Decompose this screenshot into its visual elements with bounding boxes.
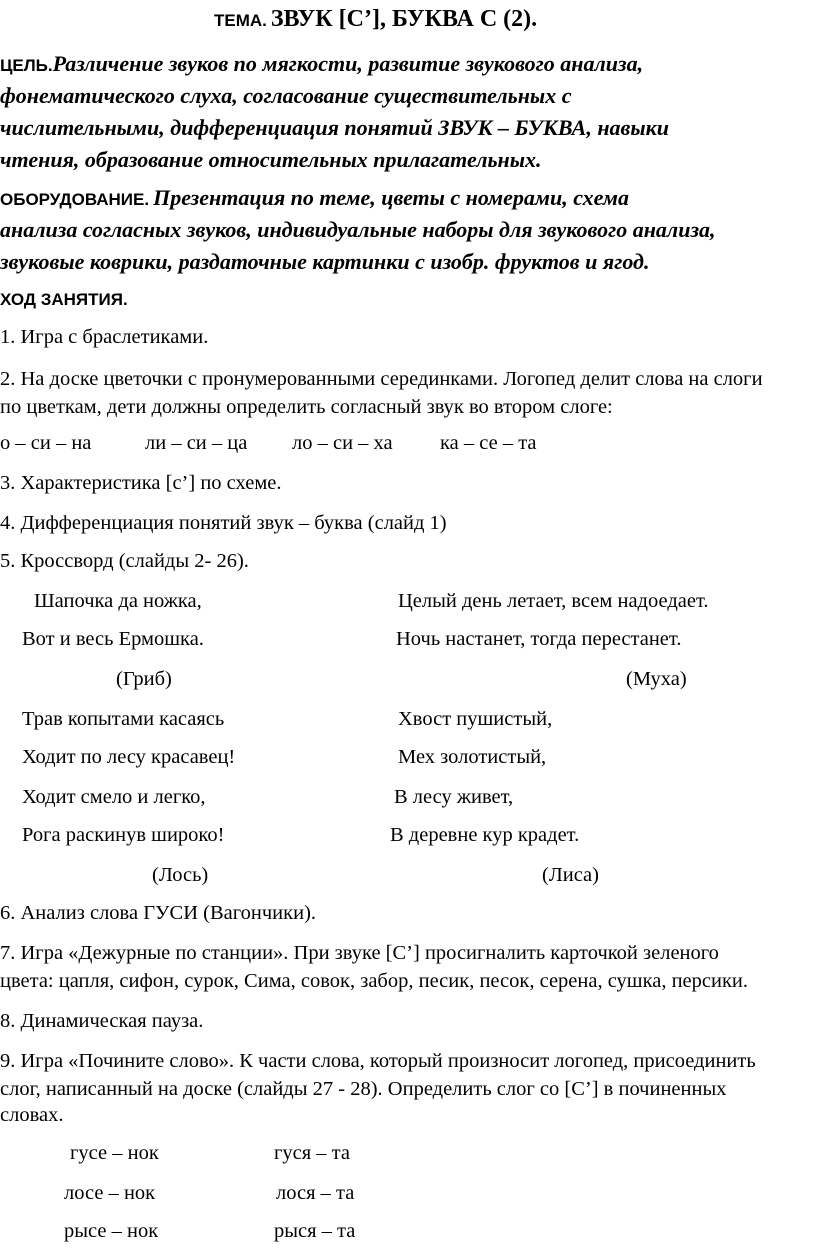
step-2-line-1: 2. На доске цветочки с пронумерованными серединками. Логопед делит слова на слоги: [0, 368, 763, 390]
riddle-2-line-1: Целый день летает, всем надоедает.: [398, 590, 709, 612]
word-pair-2-left: лосе – нок: [64, 1182, 156, 1204]
riddle-4-line-2: Мех золотистый,: [398, 746, 547, 768]
riddle-2-answer: (Муха): [626, 668, 687, 690]
syllable-4: ка – се – та: [440, 432, 537, 454]
step-8: 8. Динамическая пауза.: [0, 1010, 204, 1032]
riddle-3-line-3: Ходит смело и легко,: [22, 786, 206, 808]
equipment-text-3: звуковые коврики, раздаточные картинки с изобр. фруктов и ягод.: [0, 249, 650, 274]
word-pair-1-right: гуся – та: [274, 1142, 350, 1164]
title-text: ЗВУК [С’], БУКВА С (2).: [270, 6, 538, 32]
step-4: 4. Дифференциация понятий звук – буква (слайд 1): [0, 512, 447, 534]
page-title: [214, 6, 537, 33]
word-pair-3-left: рысе – нок: [64, 1220, 159, 1242]
syllable-3: ло – си – ха: [292, 432, 393, 454]
riddle-1-answer: (Гриб): [116, 668, 172, 690]
step-5: 5. Кроссворд (слайды 2- 26).: [0, 550, 249, 572]
riddle-3-answer: (Лось): [152, 864, 209, 886]
riddle-4-line-3: В лесу живет,: [394, 786, 514, 808]
equipment-text-1: Презентация по теме, цветы с номерами, схема: [153, 185, 629, 210]
step-6: 6. Анализ слова ГУСИ (Вагончики).: [0, 902, 317, 924]
goal-text-3: числительными, дифференциация понятий ЗВУК – БУКВА, навыки: [0, 115, 670, 140]
goal-line-1: [0, 48, 643, 79]
equipment-label: ОБОРУДОВАНИЕ.: [0, 190, 150, 209]
step-9-line-3: словах.: [0, 1104, 64, 1126]
goal-text-4: чтения, образование относительных прилагательных.: [0, 147, 542, 172]
riddle-1-line-2: Вот и весь Ермошка.: [22, 628, 204, 650]
riddle-3-line-2: Ходит по лесу красавец!: [22, 746, 236, 768]
step-3: 3. Характеристика [с’] по схеме.: [0, 472, 282, 494]
syllable-1: о – си – на: [0, 432, 92, 454]
goal-text-2: фонематического слуха, согласование существительных с: [0, 83, 572, 108]
goal-text-1: Различение звуков по мягкости, развитие звукового анализа,: [52, 51, 644, 76]
word-pair-3-right: рыся – та: [274, 1220, 356, 1242]
step-7-line-2: цвета: цапля, сифон, сурок, Сима, совок, забор, песик, песок, серена, сушка, персики.: [0, 970, 749, 992]
step-9-line-1: 9. Игра «Почините слово». К части слова, который произносит логопед, присоединить: [0, 1050, 756, 1072]
step-2-line-2: по цветкам, дети должны определить согласный звук во втором слоге:: [0, 396, 613, 418]
step-1: 1. Игра с браслетиками.: [0, 326, 209, 348]
riddle-4-answer: (Лиса): [542, 864, 599, 886]
step-7-line-1: 7. Игра «Дежурные по станции». При звуке [С’] просигналить карточкой зеленого: [0, 942, 719, 964]
riddle-4-line-1: Хвост пушистый,: [398, 708, 553, 730]
title-label: ТЕМА.: [214, 11, 267, 30]
equipment-text-2: анализа согласных звуков, индивидуальные наборы для звукового анализа,: [0, 217, 716, 242]
equipment-line-1: [0, 182, 629, 213]
word-pair-2-right: лося – та: [276, 1182, 355, 1204]
syllable-2: ли – си – ца: [145, 432, 248, 454]
lesson-heading: ХОД ЗАНЯТИЯ.: [0, 290, 128, 309]
riddle-4-line-4: В деревне кур крадет.: [390, 824, 580, 846]
riddle-3-line-4: Рога раскинув широко!: [22, 824, 225, 846]
riddle-2-line-2: Ночь настанет, тогда перестанет.: [396, 628, 682, 650]
word-pair-1-left: гусе – нок: [70, 1142, 159, 1164]
goal-label: ЦЕЛЬ.: [0, 56, 53, 75]
riddle-3-line-1: Трав копытами касаясь: [22, 708, 225, 730]
step-9-line-2: слог, написанный на доске (слайды 27 - 28). Определить слог со [С’] в починенных: [0, 1078, 727, 1100]
riddle-1-line-1: Шапочка да ножка,: [34, 590, 202, 612]
